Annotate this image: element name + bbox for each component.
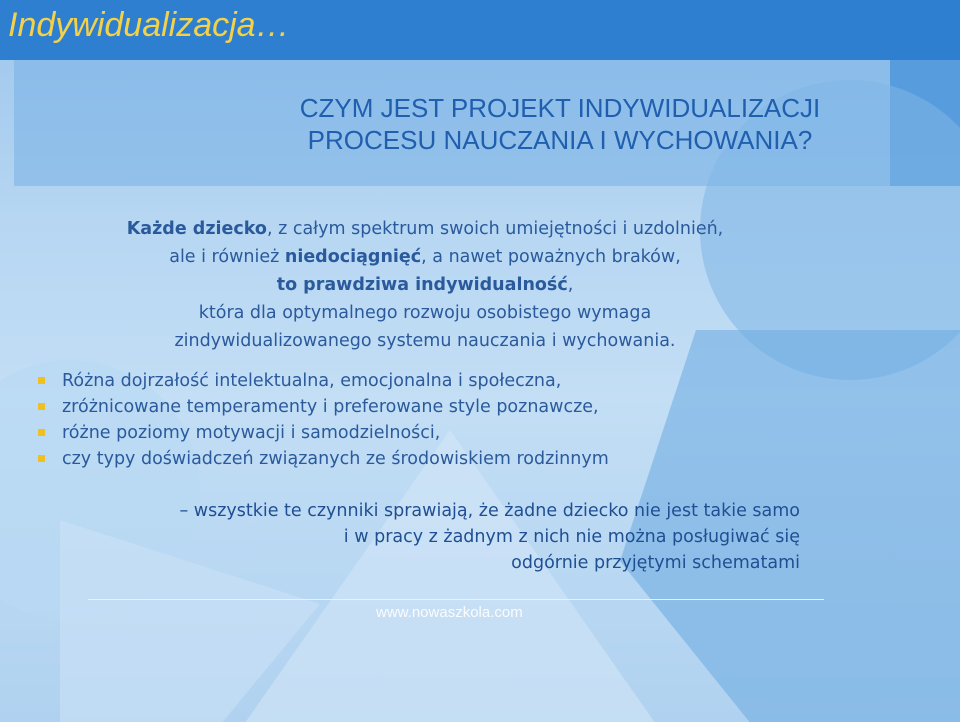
conclusion-line-2: i w pracy z żadnym z nich nie można posługiwać się — [343, 527, 800, 547]
intro-line-2-bold: niedociągnięć — [284, 247, 422, 267]
intro-line-2 — [60, 243, 790, 271]
list-item — [36, 420, 796, 446]
slide-heading — [150, 92, 960, 156]
intro-line-5: zindywidualizowanego systemu nauczania i wychowania. — [174, 331, 676, 351]
intro-line-2-rest: , a nawet poważnych braków, — [421, 247, 681, 267]
intro-line-1-rest: , z całym spektrum swoich umiejętności i uzdolnień, — [266, 219, 724, 239]
square-bullet-icon — [38, 403, 45, 410]
intro-line-3-bold: to prawdziwa indywidualność — [276, 275, 568, 295]
list-item-text: czy typy doświadczeń związanych ze środowiskiem rodzinnym — [62, 449, 609, 469]
square-bullet-icon — [38, 429, 45, 436]
intro-line-4: która dla optymalnego rozwoju osobistego wymaga — [198, 303, 652, 323]
figure-body-center-decoration — [240, 430, 660, 722]
list-item — [36, 394, 796, 420]
intro-line-2-pre: ale i również — [169, 247, 285, 267]
square-bullet-icon — [38, 377, 45, 384]
intro-paragraph — [60, 215, 790, 355]
conclusion-line-1: – wszystkie te czynniki sprawiają, że żadne dziecko nie jest takie samo — [179, 501, 800, 521]
list-item-text: Różna dojrzałość intelektualna, emocjonalna i społeczna, — [62, 371, 562, 391]
header-title: Indywidualizacja… — [8, 6, 290, 44]
heading-line-2: PROCESU NAUCZANIA I WYCHOWANIA? — [307, 125, 813, 155]
square-bullet-icon — [38, 455, 45, 462]
intro-line-1 — [60, 215, 790, 243]
conclusion-paragraph — [40, 498, 800, 576]
list-item-text: różne poziomy motywacji i samodzielności, — [62, 423, 441, 443]
intro-line-3-rest: , — [567, 275, 574, 295]
heading-line-1: CZYM JEST PROJEKT INDYWIDUALIZACJI — [299, 93, 821, 123]
factor-list — [36, 368, 796, 472]
footer-divider — [88, 599, 824, 600]
intro-line-1-bold: Każde dziecko — [126, 219, 267, 239]
list-item-text: zróżnicowane temperamenty i preferowane style poznawcze, — [62, 397, 599, 417]
footer-url: www.nowaszkola.com — [376, 604, 523, 621]
conclusion-line-3: odgórnie przyjętymi schematami — [511, 553, 800, 573]
list-item — [36, 446, 796, 472]
intro-line-3 — [60, 271, 790, 299]
list-item — [36, 368, 796, 394]
